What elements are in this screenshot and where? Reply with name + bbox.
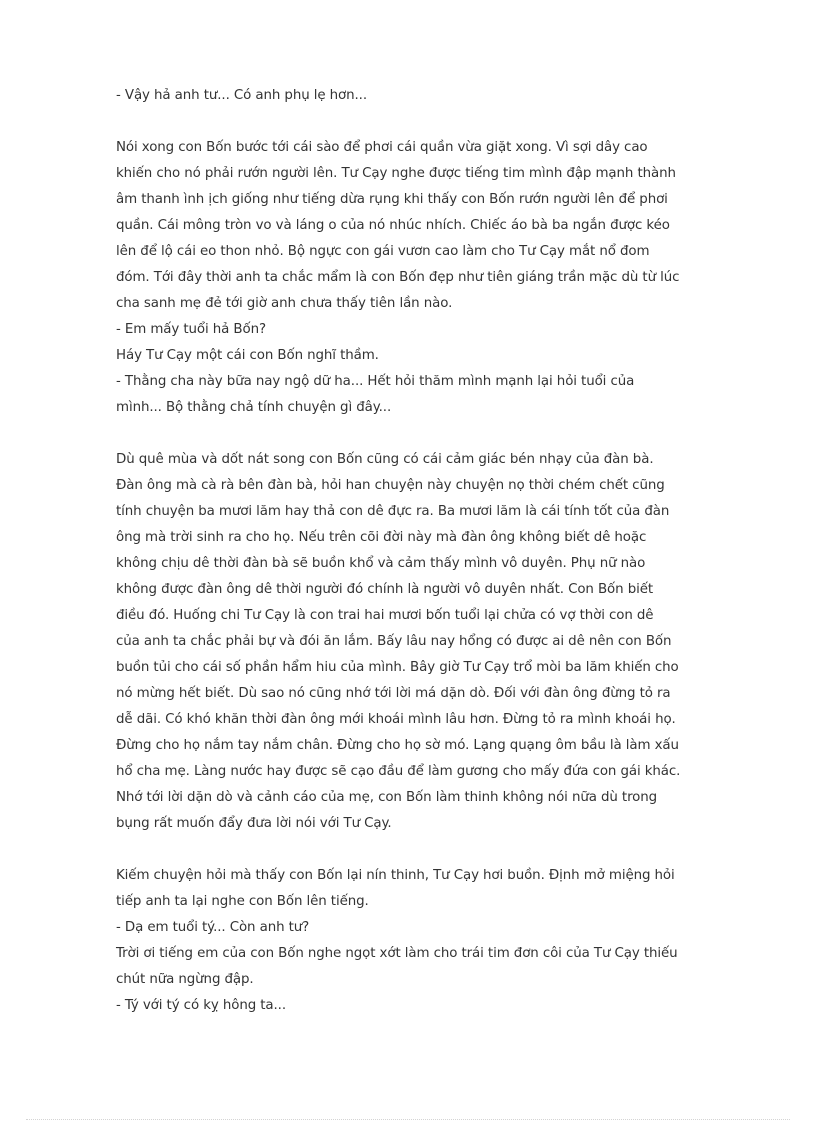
- text-line: Kiếm chuyện hỏi mà thấy con Bốn lại nín thinh, Tư Cạy hơi buồn. Định mở miệng hỏi: [116, 868, 675, 883]
- text-line: Nói xong con Bốn bước tới cái sào để phơi cái quần vừa giặt xong. Vì sợi dây cao: [116, 140, 648, 155]
- paragraph-3: [116, 447, 756, 837]
- text-line: điều đó. Huống chi Tư Cạy là con trai hai mươi bốn tuổi lại chửa có vợ thời con dê: [116, 608, 654, 623]
- text-line: - Dạ em tuổi tý... Còn anh tư?: [116, 920, 310, 935]
- page-bottom-divider: [26, 1119, 790, 1120]
- text-line: dễ dãi. Có khó khăn thời đàn ông mới khoái mình lâu hơn. Đừng tỏ ra mình khoái họ.: [116, 712, 676, 727]
- text-line: nó mừng hết biết. Dù sao nó cũng nhớ tới lời má dặn dò. Đối với đàn ông đừng tỏ ra: [116, 686, 671, 701]
- text-line: Nhớ tới lời dặn dò và cảnh cáo của mẹ, con Bốn làm thinh không nói nữa dù trong: [116, 790, 658, 805]
- text-line: - Em mấy tuổi hả Bốn?: [116, 322, 267, 337]
- text-line: bụng rất muốn đẩy đưa lời nói với Tư Cạy.: [116, 816, 392, 831]
- text-line: Dù quê mùa và dốt nát song con Bốn cũng có cái cảm giác bén nhạy của đàn bà.: [116, 452, 654, 467]
- text-line: đóm. Tới đây thời anh ta chắc mẩm là con Bốn đẹp như tiên giáng trần mặc dù từ lúc: [116, 270, 680, 285]
- text-line: âm thanh ình ịch giống như tiếng dừa rụng khi thấy con Bốn rướn người lên để phơi: [116, 192, 668, 207]
- text-line: không chịu dê thời đàn bà sẽ buồn khổ và cảm thấy mình vô duyên. Phụ nữ nào: [116, 556, 646, 571]
- paragraph-1: [116, 83, 756, 109]
- text-line: cha sanh mẹ đẻ tới giờ anh chưa thấy tiên lần nào.: [116, 296, 453, 311]
- text-line: lên để lộ cái eo thon nhỏ. Bộ ngực con gái vươn cao làm cho Tư Cạy mắt nổ đom: [116, 244, 650, 259]
- text-line: - Tý với tý có kỵ hông ta...: [116, 998, 286, 1013]
- text-line: Đàn ông mà cà rà bên đàn bà, hỏi han chuyện này chuyện nọ thời chém chết cũng: [116, 478, 665, 493]
- text-line: Trời ơi tiếng em của con Bốn nghe ngọt xớt làm cho trái tim đơn côi của Tư Cạy thiếu: [116, 946, 678, 961]
- text-line: Háy Tư Cạy một cái con Bốn nghĩ thầm.: [116, 348, 379, 363]
- text-line: ông mà trời sinh ra cho họ. Nếu trên cõi đời này mà đàn ông không biết dê hoặc: [116, 530, 647, 545]
- text-line: - Vậy hả anh tư... Có anh phụ lẹ hơn...: [116, 88, 367, 103]
- text-line: tính chuyện ba mươi lăm hay thả con dê đực ra. Ba mươi lăm là cái tính tốt của đàn: [116, 504, 670, 519]
- text-line: của anh ta chắc phải bự và đói ăn lắm. Bấy lâu nay hổng có được ai dê nên con Bốn: [116, 634, 672, 649]
- paragraph-4: [116, 863, 756, 1019]
- text-line: mình... Bộ thằng chả tính chuyện gì đây...: [116, 400, 392, 415]
- paragraph-gap: [116, 421, 756, 447]
- text-line: chút nữa ngừng đập.: [116, 972, 254, 987]
- text-line: không được đàn ông dê thời người đó chính là người vô duyên nhất. Con Bốn biết: [116, 582, 654, 597]
- text-line: hổ cha mẹ. Làng nước hay được sẽ cạo đầu để làm gương cho mấy đứa con gái khác.: [116, 764, 681, 779]
- paragraph-gap: [116, 837, 756, 863]
- text-line: tiếp anh ta lại nghe con Bốn lên tiếng.: [116, 894, 369, 909]
- text-line: khiến cho nó phải rướn người lên. Tư Cạy nghe được tiếng tim mình đập mạnh thành: [116, 166, 676, 181]
- document-body: [116, 83, 756, 1019]
- paragraph-gap: [116, 109, 756, 135]
- paragraph-2: [116, 135, 756, 421]
- text-line: - Thằng cha này bữa nay ngộ dữ ha... Hết hỏi thăm mình mạnh lại hỏi tuổi của: [116, 374, 635, 389]
- text-line: Đừng cho họ nắm tay nắm chân. Đừng cho họ sờ mó. Lạng quạng ôm bầu là làm xấu: [116, 738, 679, 753]
- text-line: quần. Cái mông tròn vo và láng o của nó nhúc nhích. Chiếc áo bà ba ngắn được kéo: [116, 218, 670, 233]
- text-line: buồn tủi cho cái số phần hẩm hiu của mình. Bây giờ Tư Cạy trổ mòi ba lăm khiến cho: [116, 660, 679, 675]
